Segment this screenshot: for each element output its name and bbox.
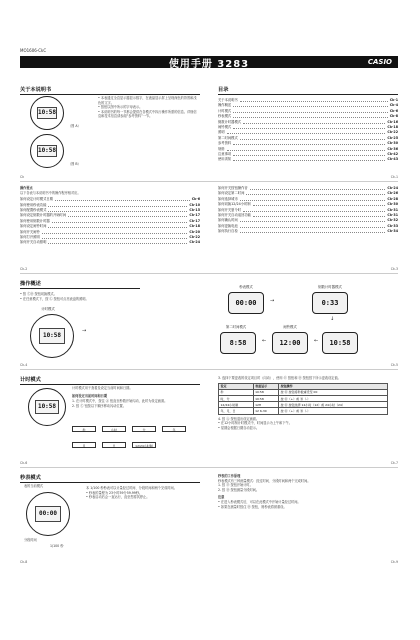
index-item-label: 如何设定第二时间 [218, 191, 245, 196]
toc-item-label: 倒数计时器模式 [218, 119, 242, 124]
about-section [20, 86, 200, 166]
watch-display-main: 10:58 [39, 328, 66, 345]
leader-dots [233, 106, 388, 107]
leader-dots [253, 205, 386, 206]
flow-step: 日 [102, 442, 126, 448]
index-item-page: Ck-34 [387, 229, 398, 234]
table-cell: 10:58 [253, 395, 279, 401]
leader-dots [240, 227, 386, 228]
flow-step: 12/24小时制 [132, 442, 156, 448]
index-item-label: 如何选择城市 [218, 196, 238, 201]
flow-step: 分 [132, 426, 156, 432]
note-title: 注意 [218, 495, 225, 500]
watch-front-main [30, 314, 74, 358]
watch-display: 10:58 [37, 107, 57, 120]
leader-dots [233, 160, 385, 161]
stopwatch-note: • 秒表启动后会一直运行，直至您将其停止。 [86, 495, 150, 500]
page-number-left: Ck-6 [20, 461, 28, 465]
spread-contents [20, 86, 398, 182]
stopwatch-note: 本 1/100 秒秒表可以计量经过时间、分段时间和两个完成时间。 [86, 486, 177, 490]
lcd-stopwatch: 00:00 [228, 292, 264, 314]
leader-dots [240, 200, 386, 201]
leader-dots [250, 189, 386, 190]
index-item-page: Ck-28 [387, 196, 398, 201]
mode-label-countdown: 倒数计时器模式 [318, 285, 342, 289]
toc-item-label: 参考资料 [218, 141, 232, 146]
flow-step: 秒 [72, 426, 96, 432]
table-header-cell: 表面显示 [253, 383, 279, 389]
page-number-right: Ck-5 [390, 363, 398, 367]
leader-dots [48, 227, 187, 228]
intro-title: 操作要点 [20, 186, 33, 190]
index-item-page: Ck-32 [387, 218, 398, 223]
table-cell: 按 Ⓓ 按钮将秒数重设至 00 [279, 389, 388, 395]
note-text [218, 500, 398, 509]
index-item-page: Ck-30 [387, 202, 398, 207]
toc-item-label: 计时模式 [218, 108, 232, 113]
toc-list [218, 98, 398, 163]
table-row [219, 408, 388, 414]
flow-step: 月 [72, 442, 96, 448]
toc-item-label: 规格 [218, 146, 225, 151]
leader-dots [52, 222, 188, 223]
toc-item-page: Ck-16 [387, 119, 398, 124]
fig-label-b: （图 B） [68, 162, 81, 166]
leader-dots [233, 128, 385, 129]
watch-front-timekeeping [28, 388, 66, 426]
timekeeping-right-notes [218, 417, 398, 431]
leader-dots [42, 238, 188, 239]
stopwatch-title: 秒表模式 [20, 474, 200, 483]
intro-text: 以下各表与本说明书中的操作程序相对应。 [20, 190, 81, 195]
leader-dots [55, 200, 190, 201]
arrow-icon: → [270, 298, 275, 304]
index-item-label: 如何打开照明 [20, 235, 40, 240]
arrow-icon: ↓ [330, 316, 335, 322]
leader-dots [48, 243, 187, 244]
index-item-page: Ck-22 [189, 235, 200, 240]
timekeeping-left [20, 376, 200, 448]
toc-item-label: 注意事项 [218, 152, 232, 157]
timekeeping-note: 4. 按 Ⓐ 按钮退出设定画面。 [218, 416, 260, 421]
document-code: MO1606-CkC [20, 48, 47, 53]
table-cell: 按 Ⓓ 按钮选择 12小时（12）或 24小时（24） [279, 402, 388, 408]
settings-table [218, 383, 388, 415]
index-item-page: Ck-20 [189, 229, 200, 234]
timekeeping-title: 计时模式 [20, 376, 200, 385]
leader-dots [48, 206, 187, 207]
watch-front-stopwatch [26, 492, 70, 536]
setting-flow [72, 426, 198, 458]
mode-label-alarm: 闹铃模式 [283, 325, 297, 329]
stopwatch-label: 分段时间 [24, 538, 37, 542]
toc-item[interactable] [218, 157, 398, 162]
index-item-page: Ck-26 [387, 191, 398, 196]
index-item-label: 如何开关夏令时 [218, 207, 242, 212]
mode-label-stopwatch: 秒表模式 [239, 285, 253, 289]
index-item-page: Ck-18 [189, 224, 200, 229]
page-number-left: Ck-2 [20, 267, 28, 271]
leader-dots [240, 139, 386, 140]
index-item-label: 如何配置秒表模式 [20, 208, 47, 212]
about-note: • 本说明书的每一节都会提供在各模式中执行操作所需的信息。详细信息和技术信息请参阅“参考资料”一节。 [98, 109, 197, 119]
leader-dots [243, 211, 385, 212]
index-right-list [218, 186, 398, 235]
lcd-timekeeping-2: 10:58 [322, 332, 358, 354]
leader-dots [240, 232, 386, 233]
index-item-label: 如何设定计时模式日期 [20, 197, 53, 202]
table-cell: 年，月，日 [219, 408, 254, 414]
stopwatch-right-text [218, 479, 398, 493]
timekeeping-intro: 计时模式用于查看及设定当前时间和日期。 [72, 386, 133, 390]
table-cell: 12H [253, 402, 279, 408]
leader-dots [227, 150, 386, 151]
note-line: • 在进入秒表模式后，可以在此模式中开始计量经过时间。 [218, 499, 301, 504]
arrow-icon: → [82, 328, 87, 334]
toc-item-page: Ck-1 [389, 98, 398, 102]
index-item-page: Ck-24 [387, 186, 398, 190]
table-cell: 10:58 [253, 389, 279, 395]
index-item-label: 如何开关闹铃 [20, 229, 40, 234]
brand-logo: CASIO [367, 58, 392, 66]
index-item-label: 如何使用倒数计时器 [20, 218, 50, 223]
overview-note: • 在任意模式下，按 Ⓛ 按钮可点亮表盘的照明。 [20, 296, 89, 301]
stopwatch-right-line: 2. 按 Ⓑ 按钮测量分段时间。 [218, 487, 260, 492]
page-number-left: Ck-8 [20, 560, 28, 564]
leader-dots [246, 194, 385, 195]
spread-index [20, 186, 398, 274]
index-item-label: 如何切换12/24小时制 [218, 202, 251, 207]
timekeeping-note: • 星期会根据日期自动显示。 [218, 425, 260, 430]
index-item-label: 如何开关自动照明 [20, 240, 47, 245]
toc-item-page: Ck-30 [387, 141, 398, 146]
index-item-label: 如何更换电池 [218, 223, 238, 228]
toc-item-label: 第二时间模式 [218, 135, 238, 140]
watch-front-a [30, 96, 64, 130]
overview-note: • 按 ⒸⒷ 按钮切换模式。 [20, 292, 57, 296]
toc-item-page: Ck-42 [387, 152, 398, 157]
toc-item-page: Ck-22 [387, 130, 398, 135]
leader-dots [233, 117, 388, 118]
page-number-left: Ck-4 [20, 363, 28, 367]
fig-label-a: （图 A） [68, 124, 81, 128]
watch-display-b: 10:58 [37, 145, 57, 158]
index-item-label: 如何开关按钮操作音 [218, 186, 248, 190]
mode-label-second-time: 第二时间模式 [225, 325, 247, 329]
page-number-left: Ck [20, 175, 25, 179]
arrow-icon: ← [262, 338, 267, 344]
stopwatch-right [218, 474, 398, 509]
leader-dots [227, 133, 386, 134]
stopwatch-label: 表的当前模式 [24, 484, 44, 488]
toc-item-page: Ck-25 [387, 135, 398, 140]
about-notes [98, 96, 198, 119]
leader-dots [48, 211, 187, 212]
timekeeping-subtitle: 如何设定当前时间和日期 [72, 394, 108, 398]
table-cell: 秒 [219, 389, 254, 395]
index-left [20, 186, 200, 246]
toc-section [218, 86, 398, 163]
watch-display-stopwatch: 00:00 [35, 506, 62, 523]
note-line: • 如果在测量时按住 Ⓑ 按钮，则秒表将被重设。 [218, 504, 287, 509]
page-number-right: Ck-3 [390, 267, 398, 271]
index-item-page: Ck-17 [189, 218, 200, 223]
settings-table-body [219, 389, 388, 414]
toc-item-page: Ck-36 [387, 146, 398, 151]
stopwatch-right-line: 秒表模式有三种测量模式：经过时间、分段时间和两个完成时间。 [218, 478, 311, 483]
timekeeping-step: 2. 按 Ⓒ 钮按以下顺序移动闪动位置。 [72, 403, 126, 408]
stopwatch-right-line: 1. 按 Ⓓ 按钮开始计时。 [218, 483, 253, 488]
page-number-right: Ck-7 [390, 461, 398, 465]
toc-item-label: 操作概述 [218, 103, 232, 108]
toc-item-page: Ck-4 [389, 103, 398, 108]
stopwatch-left [20, 474, 200, 548]
page-number-right: Ck-1 [390, 175, 398, 179]
table-cell: 按 Ⓓ（+）或 Ⓑ（-） [279, 408, 388, 414]
index-item-label: 如何设定闹铃时间 [20, 224, 47, 229]
toc-item-page: Ck-8 [389, 114, 398, 119]
spread-stopwatch [20, 474, 398, 566]
index-item-label: 如何设定倒数计时器的开始时间 [20, 213, 67, 218]
title-bar [20, 56, 398, 68]
leader-dots [68, 216, 187, 217]
leader-dots [233, 144, 385, 145]
spread-timekeeping [20, 376, 398, 468]
overview-notes [20, 292, 140, 301]
leader-dots [42, 233, 188, 234]
mode-label-timekeeping: 计时模式 [41, 307, 55, 311]
index-item-label: 如何开关自动返回功能 [218, 213, 251, 218]
index-item-page: Ck-6 [191, 197, 200, 202]
timekeeping-right-intro: 3. 选择下要更改的设定项目时（闪动），使用 Ⓓ 按钮和 Ⓑ 按钮按下所示更改设定值。 [218, 376, 341, 380]
toc-title: 目录 [218, 86, 398, 95]
about-title: 关于本说明书 [20, 86, 200, 95]
toc-item-label: 使用须知 [218, 157, 232, 162]
timekeeping-steps [72, 399, 198, 408]
page-number-right: Ck-9 [390, 560, 398, 564]
stopwatch-notes [86, 486, 198, 500]
index-left-list [20, 197, 200, 246]
toc-item-label: 闹铃模式 [218, 125, 232, 130]
watch-front-b [30, 134, 64, 168]
index-item-label: 如何执行自检 [218, 229, 238, 234]
table-header-cell: 按钮操作 [279, 383, 388, 389]
timekeeping-step: 1. 在计时模式中，按住 Ⓐ 钮直至秒数开始闪动，此时为设定画面。 [72, 399, 168, 403]
index-item[interactable] [218, 229, 398, 234]
stopwatch-note: • 秒表的量程为 23小时59分59.99秒。 [86, 490, 143, 495]
index-item-page: Ck-17 [189, 213, 200, 218]
index-item-page: Ck-31 [387, 213, 398, 218]
table-cell: 12/24小时制 [219, 402, 254, 408]
table-cell: 时，分 [219, 395, 254, 401]
leader-dots [233, 155, 385, 156]
index-item-page: Ck-31 [387, 207, 398, 212]
watch-display-timekeeping: 10:58 [35, 400, 58, 414]
toc-item-page: Ck-6 [389, 108, 398, 113]
leader-dots [233, 112, 388, 113]
timekeeping-note: • 在12小时制计时模式中，时间显示为上午和下午。 [218, 421, 292, 426]
spread-overview [20, 280, 398, 370]
about-note: • 本表通过全息显示器显示数字，在液晶显示屏上呈现深色的背景和浅色的文字。 [98, 96, 197, 105]
table-header-cell: 设定 [219, 383, 254, 389]
timekeeping-right [218, 376, 398, 430]
index-item-page: Ck-33 [387, 223, 398, 228]
stopwatch-right-title: 秒表的工作原理 [218, 474, 241, 478]
toc-item-label: 照明 [218, 130, 225, 135]
leader-dots [240, 221, 386, 222]
flow-step: 小时 [102, 426, 126, 432]
leader-dots [253, 216, 385, 217]
table-cell: 12 6-30 [253, 408, 279, 414]
lcd-second-time: 8:58 [220, 332, 256, 354]
leader-dots [243, 123, 385, 124]
toc-item-page: Ck-43 [387, 157, 398, 162]
lcd-countdown: 0:33 [312, 292, 348, 314]
manual-title: 使用手册 3283 [168, 58, 250, 70]
index-item[interactable] [20, 240, 200, 245]
index-right [218, 186, 398, 235]
toc-item-page: Ck-18 [387, 125, 398, 130]
index-item-label: 如何使用秒表功能 [20, 202, 47, 207]
index-item-page: Ck-24 [189, 240, 200, 245]
table-cell: 按 Ⓓ（+）或 Ⓑ（-） [279, 395, 388, 401]
stopwatch-label: 1/100 秒 [50, 544, 64, 548]
index-item-page: Ck-15 [189, 208, 200, 212]
lcd-alarm: 12:00 [272, 332, 308, 354]
arrow-icon: ← [314, 338, 319, 344]
overview-title: 操作概述 [20, 280, 140, 289]
index-item-label: 如何确认时间 [218, 218, 238, 223]
flow-step: 年 [162, 426, 186, 432]
toc-item-label: 秒表模式 [218, 114, 232, 119]
toc-item-label: 关于本说明书 [218, 98, 238, 102]
about-note: • 按钮以图中所示的字母表示。 [98, 105, 143, 110]
leader-dots [240, 101, 388, 102]
index-item-page: Ck-10 [189, 202, 200, 207]
